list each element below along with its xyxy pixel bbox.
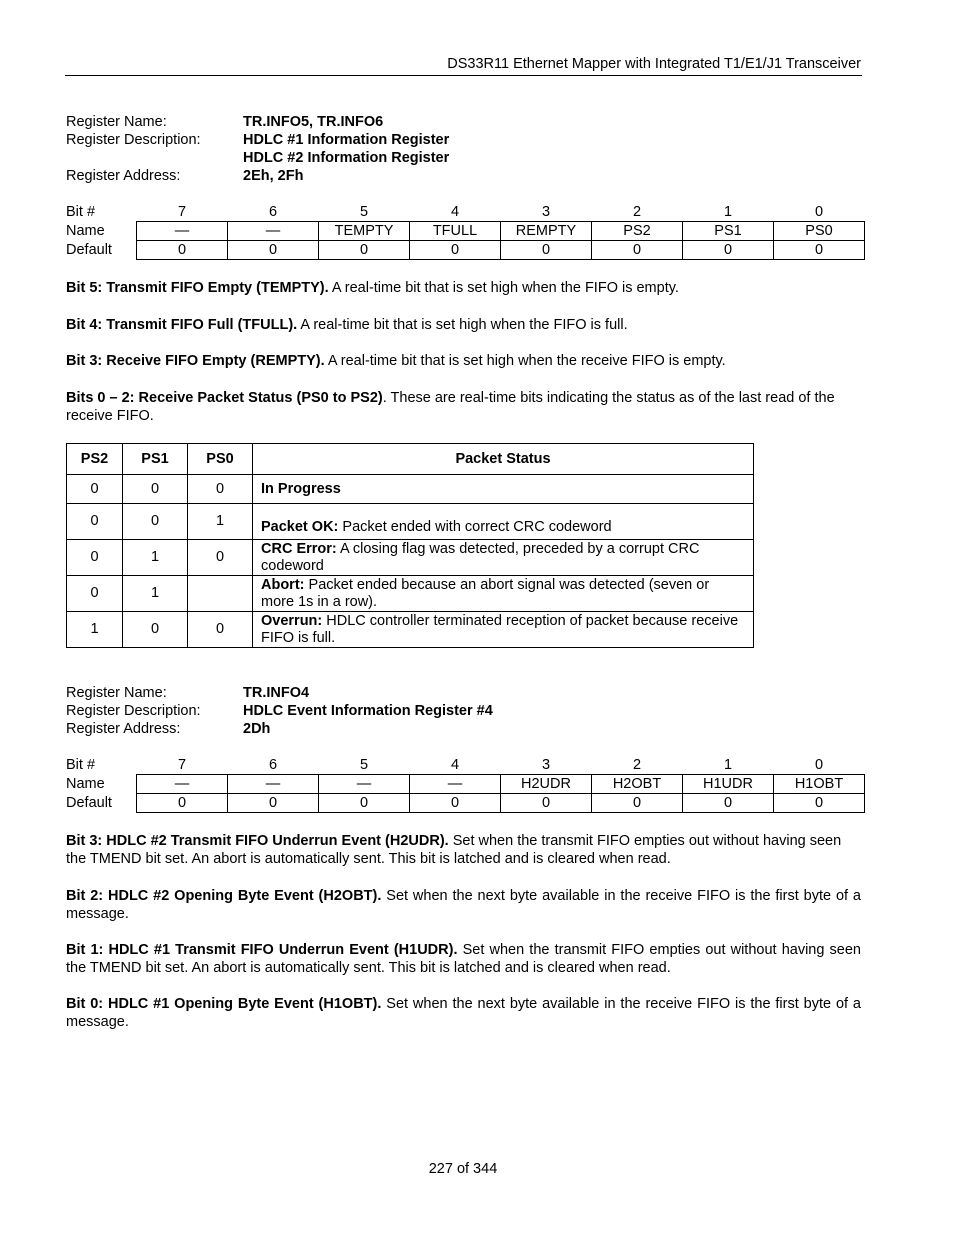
bit-default: 0	[319, 794, 410, 813]
ps1-cell: 0	[123, 475, 188, 504]
bit-description-text: A real-time bit that is set high when the FIFO is empty.	[328, 280, 679, 296]
bit-name-row	[64, 775, 865, 794]
bit-table-1	[64, 203, 865, 260]
bit-default-row	[64, 241, 865, 260]
bit-default: 0	[137, 241, 228, 260]
bit-description-text: Set when the next byte available in the receive FIFO is the first byte of a message.	[66, 888, 861, 922]
register-description-label: Register Description:	[66, 703, 201, 719]
bit-name-label: Name	[66, 223, 105, 239]
bit-default: 0	[228, 794, 319, 813]
bit-description-label: Bit 3: HDLC #2 Transmit FIFO Underrun Event (H2UDR).	[66, 833, 449, 849]
bit-default: 0	[683, 794, 774, 813]
ps0-cell: 0	[188, 540, 253, 576]
bit-name: H1OBT	[774, 775, 865, 794]
bit-number: 2	[632, 757, 642, 773]
bit-description	[66, 941, 861, 977]
status-text: A closing flag was detected, preceded by a corrupt CRC codeword	[261, 540, 700, 574]
register-name-label: Register Name:	[66, 114, 167, 130]
table-row	[67, 612, 754, 648]
ps0-cell: 1	[188, 504, 253, 540]
column-header-packet-status: Packet Status	[253, 444, 754, 475]
ps2-cell: 0	[67, 475, 123, 504]
status-label: Packet OK:	[261, 519, 339, 535]
bit-number: 6	[268, 204, 278, 220]
bit-description	[66, 832, 861, 868]
register-description-label: Register Description:	[66, 132, 201, 148]
bit-description-text: Set when the transmit FIFO empties out without having seen the TMEND bit set. An abort is automatically sent. This bit is latched and is cleared when read.	[66, 833, 842, 867]
bit-default: 0	[410, 241, 501, 260]
bit-default: 0	[774, 241, 865, 260]
bit-number-label: Bit #	[66, 757, 96, 774]
table-header-row	[67, 444, 754, 475]
ps0-cell: 0	[188, 612, 253, 648]
bit-name: PS1	[683, 222, 774, 241]
bit-name: TEMPTY	[319, 222, 410, 241]
bit-name: H1UDR	[683, 775, 774, 794]
packet-status-cell	[253, 612, 754, 648]
bit-default: 0	[683, 241, 774, 260]
bit-number-row	[64, 756, 865, 775]
page-number: 227 of 344	[428, 1161, 498, 1177]
ps1-cell: 0	[123, 612, 188, 648]
bit-name: —	[137, 775, 228, 794]
bit-number: 1	[723, 757, 733, 773]
register-address-value: 2Dh	[243, 721, 271, 737]
ps1-cell: 1	[123, 540, 188, 576]
bit-number-row	[64, 203, 865, 222]
bit-name: —	[228, 775, 319, 794]
document-header-title: DS33R11 Ethernet Mapper with Integrated T1/E1/J1 Transceiver	[447, 56, 861, 72]
bit-description-text: Set when the next byte available in the receive FIFO is the first byte of a message.	[66, 996, 861, 1030]
bit-name: PS0	[774, 222, 865, 241]
bit-name: PS2	[592, 222, 683, 241]
status-label: Abort:	[261, 576, 305, 593]
bit-name: —	[137, 222, 228, 241]
status-label: Overrun:	[261, 612, 323, 629]
packet-status-table	[66, 443, 754, 648]
bit-description-label: Bit 3: Receive FIFO Empty (REMPTY).	[66, 353, 325, 369]
bit-name: H2UDR	[501, 775, 592, 794]
column-header-ps2: PS2	[67, 444, 123, 475]
table-row	[67, 540, 754, 576]
packet-status-cell	[253, 504, 754, 540]
packet-status-cell	[253, 540, 754, 576]
bit-description-label: Bit 2: HDLC #2 Opening Byte Event (H2OBT).	[66, 888, 382, 904]
bit-number: 4	[450, 204, 460, 220]
bit-name: H2OBT	[592, 775, 683, 794]
bit-default: 0	[592, 241, 683, 260]
bit-name-label: Name	[66, 776, 105, 792]
bit-default: 0	[410, 794, 501, 813]
register-info-2	[66, 684, 493, 738]
bit-number: 5	[359, 204, 369, 220]
bit-number: 1	[723, 204, 733, 220]
register-info-1	[66, 113, 449, 185]
bit-number: 5	[359, 757, 369, 773]
bit-description-text: A real-time bit that is set high when the receive FIFO is empty.	[324, 353, 726, 369]
bit-description	[66, 389, 861, 425]
bit-number: 3	[541, 204, 551, 220]
bit-description-text: A real-time bit that is set high when the FIFO is full.	[297, 317, 628, 333]
register-address-label: Register Address:	[66, 168, 181, 184]
bit-number: 4	[450, 757, 460, 773]
bit-number: 7	[177, 757, 187, 773]
ps2-cell: 0	[67, 540, 123, 576]
bit-description	[66, 352, 861, 370]
bit-name: —	[319, 775, 410, 794]
bit-description	[66, 995, 861, 1031]
register-address-label: Register Address:	[66, 721, 181, 737]
ps2-cell: 0	[67, 504, 123, 540]
bit-number: 0	[814, 204, 824, 220]
register-name-label: Register Name:	[66, 685, 167, 701]
column-header-ps1: PS1	[123, 444, 188, 475]
register-address-value: 2Eh, 2Fh	[243, 168, 304, 184]
bit-default-label: Default	[66, 795, 112, 811]
bit-default-row	[64, 794, 865, 813]
status-text: Packet ended with correct CRC codeword	[338, 519, 612, 535]
bit-description	[66, 316, 861, 334]
bit-description-text: . These are real-time bits indicating the status as of the last read of the receive FIFO.	[66, 390, 835, 424]
bit-name: TFULL	[410, 222, 501, 241]
column-header-ps0: PS0	[188, 444, 253, 475]
bit-description-label: Bit 0: HDLC #1 Opening Byte Event (H1OBT).	[66, 996, 382, 1012]
status-text: HDLC controller terminated reception of packet because receive FIFO is full.	[261, 612, 739, 646]
bit-number: 6	[268, 757, 278, 773]
table-row	[67, 475, 754, 504]
bit-description-label: Bit 4: Transmit FIFO Full (TFULL).	[66, 317, 298, 333]
ps2-cell: 0	[67, 576, 123, 612]
bit-default: 0	[592, 794, 683, 813]
bit-number: 2	[632, 204, 642, 220]
bit-default: 0	[228, 241, 319, 260]
bit-description-label: Bit 5: Transmit FIFO Empty (TEMPTY).	[66, 280, 329, 296]
header-divider	[65, 75, 862, 76]
bit-number: 7	[177, 204, 187, 220]
bit-name: —	[410, 775, 501, 794]
ps1-cell: 0	[123, 504, 188, 540]
bit-description-text: Set when the transmit FIFO empties out without having seen the TMEND bit set. An abort is automatically sent. This bit is latched and is cleared when read.	[66, 942, 861, 976]
bit-description	[66, 887, 861, 923]
packet-status-cell	[253, 576, 754, 612]
bit-default: 0	[501, 241, 592, 260]
bit-default: 0	[319, 241, 410, 260]
register-description-value-2: HDLC #2 Information Register	[243, 150, 450, 166]
status-label: CRC Error:	[261, 540, 337, 557]
status-label: In Progress	[261, 480, 341, 497]
bit-number-label: Bit #	[66, 204, 96, 221]
bit-description-label: Bit 1: HDLC #1 Transmit FIFO Underrun Event (H1UDR).	[66, 942, 458, 958]
bit-default: 0	[501, 794, 592, 813]
table-row	[67, 504, 754, 540]
table-row	[67, 576, 754, 612]
status-text: Packet ended because an abort signal was detected (seven or more 1s in a row).	[261, 576, 710, 610]
bit-default: 0	[137, 794, 228, 813]
register-description-value: HDLC Event Information Register #4	[243, 703, 493, 719]
bit-description	[66, 279, 861, 297]
packet-status-cell	[253, 475, 754, 504]
register-description-value: HDLC #1 Information Register	[243, 132, 450, 148]
register-name-value: TR.INFO4	[243, 685, 310, 701]
bit-table-2	[64, 756, 865, 813]
bit-description-label: Bits 0 – 2: Receive Packet Status (PS0 to PS2)	[66, 390, 383, 406]
register-name-value: TR.INFO5, TR.INFO6	[243, 114, 384, 130]
bit-number: 0	[814, 757, 824, 773]
bit-name: —	[228, 222, 319, 241]
ps1-cell: 1	[123, 576, 188, 612]
ps0-cell	[188, 576, 253, 612]
bit-default-label: Default	[66, 242, 112, 258]
bit-number: 3	[541, 757, 551, 773]
bit-name: REMPTY	[501, 222, 592, 241]
ps0-cell: 0	[188, 475, 253, 504]
bit-default: 0	[774, 794, 865, 813]
bit-name-row	[64, 222, 865, 241]
ps2-cell: 1	[67, 612, 123, 648]
